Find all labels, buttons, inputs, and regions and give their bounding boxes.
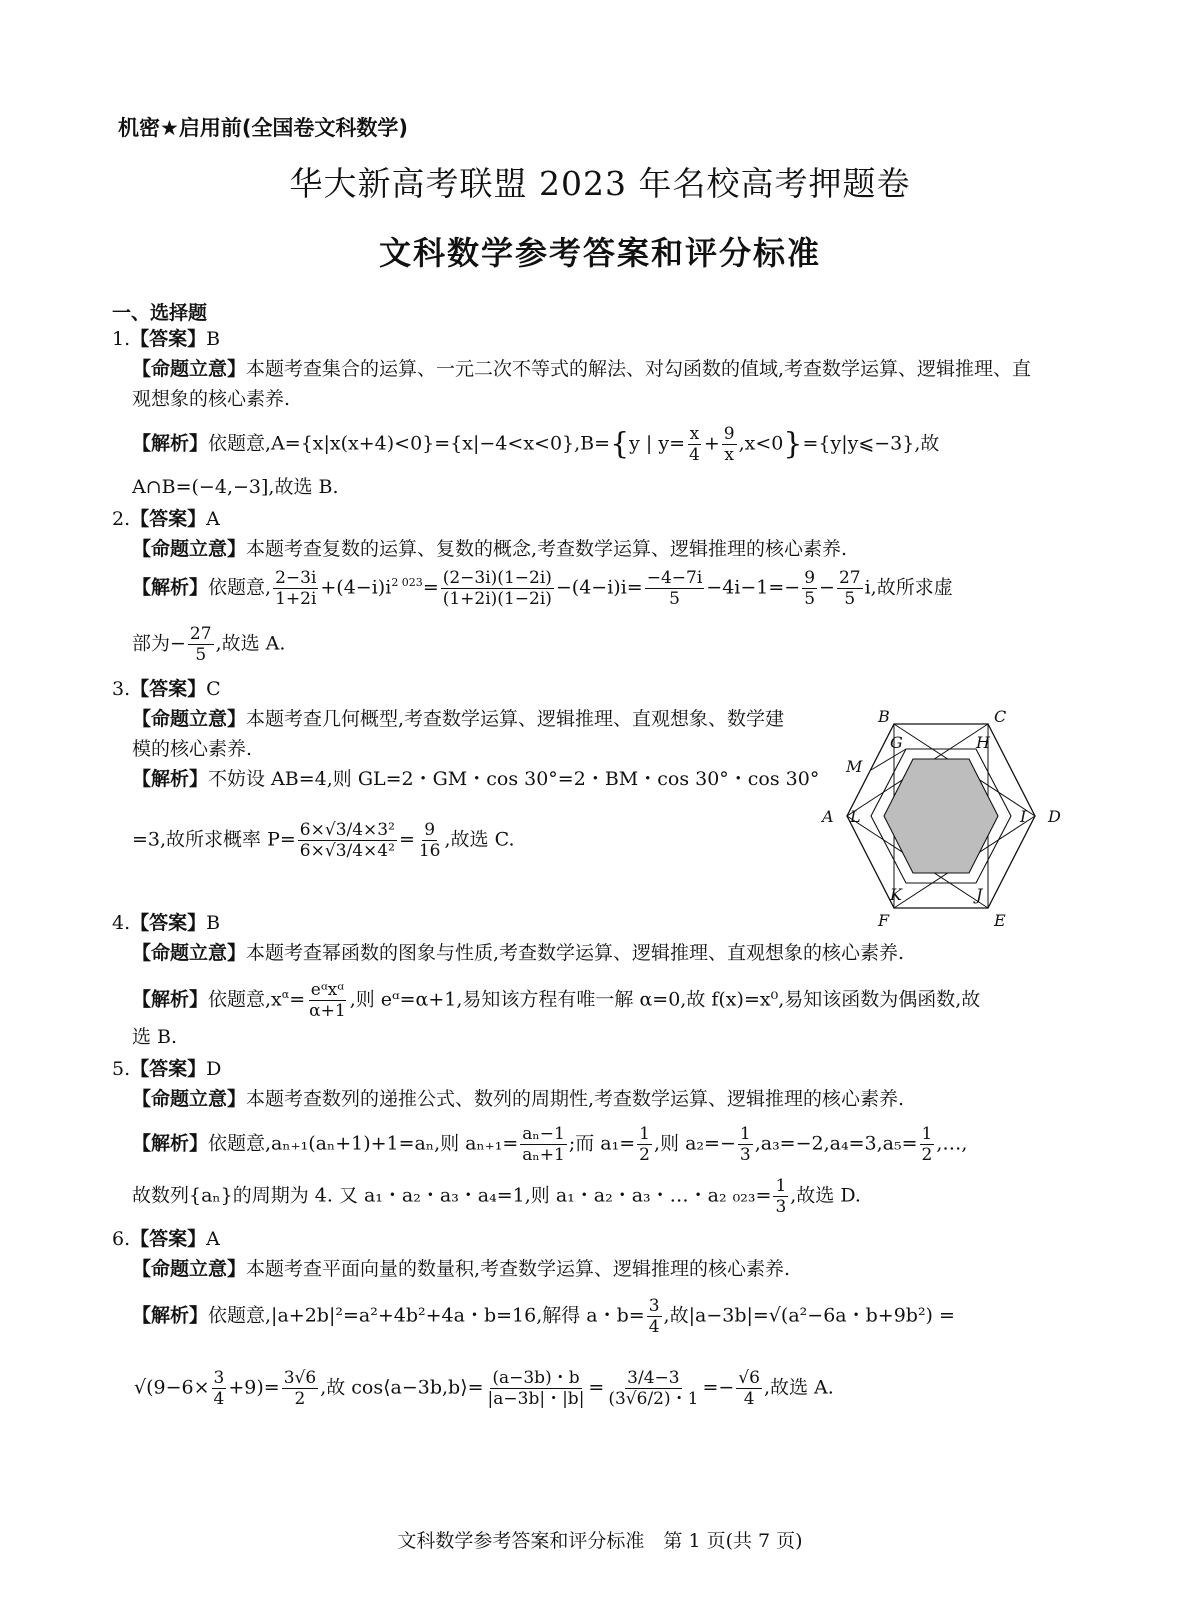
label-e: E <box>994 911 1006 930</box>
q5-mid2: ,则 a₂=− <box>654 1132 736 1155</box>
document-title: 文科数学参考答案和评分标准 <box>378 234 821 272</box>
label-f: F <box>878 911 890 930</box>
q4-fraction: $\frac{\text{eᵅxᵅ}}{\alpha+1}$ <box>309 980 346 1021</box>
q3-analysis-line-1 <box>132 766 819 792</box>
q6-line2-e: ,故选 A. <box>763 1376 834 1399</box>
q5-frac-5: $\frac{1}{3}$ <box>775 1176 787 1217</box>
q5-line2-b: ,故选 D. <box>790 1184 861 1207</box>
q6-analysis-line-2 <box>134 1368 834 1409</box>
exam-title: 华大新高考联盟 2023 年名校高考押题卷 <box>289 164 911 203</box>
q2-answer-tag: 【答案】 <box>130 508 207 530</box>
q2-mid3: −4i−1=− <box>706 576 801 599</box>
q2-frac-1: $\frac{2-3i}{1+2i}$ <box>275 568 317 609</box>
q2-intent-tag: 【命题立意】 <box>132 538 247 560</box>
q5-analysis-line-1 <box>132 1124 967 1165</box>
q2-line2-b: ,故选 A. <box>215 632 286 655</box>
q2-frac-2: $\frac{(2-3i)(1-2i)}{(1+2i)(1-2i)}$ <box>442 568 552 609</box>
q6-frac-3: $\frac{3√6}{2}$ <box>283 1368 317 1409</box>
q6-frac-2: $\frac{3}{4}$ <box>213 1368 225 1409</box>
q4-answer-tag: 【答案】 <box>130 912 207 934</box>
hexagon-figure <box>810 702 1070 934</box>
q6-analysis-tag: 【解析】 <box>132 1304 209 1327</box>
q5-frac-1: $\frac{\text{aₙ−1}}{\text{aₙ+1}}$ <box>522 1124 565 1165</box>
q5-tail: ,…, <box>936 1132 968 1155</box>
q5-answer-line <box>112 1056 221 1082</box>
q6-answer: A <box>206 1228 220 1250</box>
q3-answer: C <box>206 678 221 700</box>
q2-exponent: 2 023 <box>391 576 423 590</box>
q1-intent-tag: 【命题立意】 <box>132 358 247 380</box>
q5-mid3: ,a₃=−2,a₄=3,a₅= <box>754 1132 918 1155</box>
q4-answer: B <box>206 912 221 934</box>
q2-frac-6: $\frac{27}{5}$ <box>189 624 212 665</box>
q1-plus: + <box>703 432 720 455</box>
q3-intent-2: 模的核心素养. <box>132 738 253 760</box>
q1-frac-x-over-4: $\frac{x}{4}$ <box>689 424 700 465</box>
q3-probability-fraction: $\frac{\text{6×√3/4×3²}}{\text{6×√3/4×4²}}$ <box>299 820 395 861</box>
q6-number: 6. <box>112 1228 131 1250</box>
q2-tail: i,故所求虚 <box>864 576 953 599</box>
q6-intent-line <box>132 1256 790 1282</box>
q2-analysis-line-1 <box>132 568 953 609</box>
q1-frac-9-over-x: $\frac{9}{x}$ <box>723 424 735 465</box>
q2-intent-line <box>132 536 847 562</box>
q4-intent-1: 本题考查幂函数的图象与性质,考查数学运算、逻辑推理、直观想象的核心素养. <box>246 942 905 964</box>
q3-intent-line-1 <box>132 706 784 732</box>
q2-intent-1: 本题考查复数的运算、复数的概念,考查数学运算、逻辑推理的核心素养. <box>246 538 848 560</box>
q2-mid1: +(4−i)i <box>320 576 392 599</box>
right-brace: } <box>783 426 803 462</box>
q2-mid2: −(4−i)i= <box>555 576 643 599</box>
q4-analysis-line-1 <box>132 980 980 1021</box>
q5-answer-tag: 【答案】 <box>130 1058 207 1080</box>
q3-intent-1: 本题考查几何概型,考查数学运算、逻辑推理、直观想象、数学建 <box>246 708 785 730</box>
q2-frac-5: $\frac{27}{5}$ <box>838 568 861 609</box>
label-a: A <box>822 807 834 826</box>
q4-analysis-tag: 【解析】 <box>132 988 209 1011</box>
q5-frac-4: $\frac{1}{2}$ <box>921 1124 933 1165</box>
q6-frac-4: $\frac{(a-3b)・b}{|a-3b|・|b|}$ <box>487 1368 585 1409</box>
q2-equals: = <box>422 576 439 599</box>
label-k: K <box>890 885 902 904</box>
q1-analysis-1c: ,x<0 <box>738 432 784 455</box>
confidential-label: 机密★启用前(全国卷文科数学) <box>118 116 409 140</box>
q3-analysis-line-2 <box>132 820 514 861</box>
q2-answer: A <box>206 508 220 530</box>
q1-intent-line-1 <box>132 356 1031 382</box>
q1-analysis-2: A∩B=(−4,−3],故选 B. <box>132 476 339 498</box>
q6-frac-5: $\frac{3/4-3}{(3√6/2)・1}$ <box>608 1368 699 1409</box>
left-brace: { <box>610 426 630 462</box>
q1-answer-line <box>112 326 220 352</box>
q1-answer-tag: 【答案】 <box>130 328 207 350</box>
q3-intent-tag: 【命题立意】 <box>132 708 247 730</box>
page-footer: 文科数学参考答案和评分标准 第 1 页(共 7 页) <box>397 1530 803 1552</box>
q3-line2-a: =3,故所求概率 P= <box>132 828 296 851</box>
q5-analysis-line-2 <box>132 1176 861 1217</box>
q3-analysis-tag: 【解析】 <box>132 768 209 790</box>
q3-equals: = <box>398 828 415 851</box>
q1-intent-2: 观想象的核心素养. <box>132 388 291 410</box>
q6-answer-tag: 【答案】 <box>130 1228 207 1250</box>
q6-frac-1: $\frac{3}{4}$ <box>648 1296 660 1337</box>
q6-answer-line <box>112 1226 220 1252</box>
q2-frac-4: $\frac{9}{5}$ <box>804 568 816 609</box>
q6-line2-a: √(9−6× <box>134 1376 210 1399</box>
q2-analysis-tag: 【解析】 <box>132 576 209 599</box>
q1-intent-1: 本题考查集合的运算、一元二次不等式的解法、对勾函数的值域,考查数学运算、逻辑推理、直 <box>246 358 1032 380</box>
q6-tail: ,故|a−3b|=√(a²−6a・b+9b²) = <box>663 1304 955 1327</box>
q4-number: 4. <box>112 912 131 934</box>
q6-intent-1: 本题考查平面向量的数量积,考查数学运算、逻辑推理的核心素养. <box>246 1258 791 1280</box>
q3-analysis-1: 不妨设 AB=4,则 GL=2・GM・cos 30°=2・BM・cos 30°・cos 30° <box>208 768 820 790</box>
q5-mid1: ;而 a₁= <box>568 1132 636 1155</box>
q2-number: 2. <box>112 508 131 530</box>
q5-answer: D <box>206 1058 222 1080</box>
q6-line2-b: +9)= <box>228 1376 280 1399</box>
q1-answer: B <box>206 328 221 350</box>
q5-line2-a: 故数列{aₙ}的周期为 4. 又 a₁・a₂・a₃・a₄=1,则 a₁・a₂・a₃・…・a₂ ₀₂₃= <box>132 1184 772 1207</box>
q4-intent-tag: 【命题立意】 <box>132 942 247 964</box>
label-d: D <box>1048 807 1061 826</box>
q5-frac-3: $\frac{1}{3}$ <box>739 1124 751 1165</box>
label-j: J <box>976 885 983 904</box>
q6-analysis-line-1 <box>132 1296 955 1337</box>
q6-frac-6: $\frac{√6}{4}$ <box>738 1368 760 1409</box>
q5-frac-2: $\frac{1}{2}$ <box>639 1124 650 1165</box>
q3-line2-b: ,故选 C. <box>444 828 515 851</box>
q5-lead: 依题意,aₙ₊₁(aₙ+1)+1=aₙ,则 aₙ₊₁= <box>208 1132 519 1155</box>
label-m: M <box>846 757 863 776</box>
q4-analysis-line-2: 选 B. <box>132 1026 178 1048</box>
q2-minus: − <box>819 576 835 599</box>
q1-analysis-line-1 <box>132 424 939 465</box>
q2-answer-line <box>112 506 220 532</box>
q2-line2-a: 部为− <box>132 632 186 655</box>
q5-intent-1: 本题考查数列的递推公式、数列的周期性,考查数学运算、逻辑推理的核心素养. <box>246 1088 905 1110</box>
q4-intent-line <box>132 940 904 966</box>
q4-lead: 依题意,x <box>208 988 282 1011</box>
q5-analysis-tag: 【解析】 <box>132 1132 209 1155</box>
q2-frac-3: $\frac{-4-7i}{5}$ <box>646 568 703 609</box>
q4-sup-alpha: α <box>281 988 290 1002</box>
label-l: L <box>850 807 861 826</box>
q1-analysis-1a: 依题意,A={x|x(x+4)<0}={x|−4<x<0},B= <box>208 432 611 455</box>
q3-answer-tag: 【答案】 <box>130 678 207 700</box>
q5-intent-tag: 【命题立意】 <box>132 1088 247 1110</box>
q1-analysis-1b: y | y= <box>629 432 686 455</box>
q5-number: 5. <box>112 1058 131 1080</box>
q1-number: 1. <box>112 328 131 350</box>
section-title: 一、选择题 <box>112 302 208 324</box>
q6-line2-d: =− <box>702 1376 735 1399</box>
q6-intent-tag: 【命题立意】 <box>132 1258 247 1280</box>
q6-line2-c: ,故 cos⟨a−3b,b⟩= <box>320 1376 484 1399</box>
q6-equals: = <box>588 1376 605 1399</box>
q2-lead: 依题意, <box>208 576 272 599</box>
q6-lead: 依题意,|a+2b|²=a²+4b²+4a・b=16,解得 a・b= <box>208 1304 645 1327</box>
q3-answer-line <box>112 676 221 702</box>
q3-number: 3. <box>112 678 131 700</box>
q4-answer-line <box>112 910 220 936</box>
label-i: I <box>1020 807 1027 826</box>
q4-tail: ,则 eᵅ=α+1,易知该方程有唯一解 α=0,故 f(x)=x⁰,易知该函数为偶函数,故 <box>349 988 981 1011</box>
label-b: B <box>878 707 890 726</box>
label-g: G <box>890 733 903 752</box>
q1-analysis-tag: 【解析】 <box>132 432 209 455</box>
label-c: C <box>994 707 1007 726</box>
shaded-hexagon <box>884 759 998 873</box>
q2-analysis-line-2 <box>132 624 285 665</box>
label-h: H <box>976 733 990 752</box>
q3-frac-9-16: $\frac{9}{16}$ <box>418 820 441 861</box>
q1-analysis-1d: ={y|y⩽−3},故 <box>802 432 940 455</box>
q4-equals: = <box>289 988 306 1011</box>
q5-intent-line <box>132 1086 904 1112</box>
